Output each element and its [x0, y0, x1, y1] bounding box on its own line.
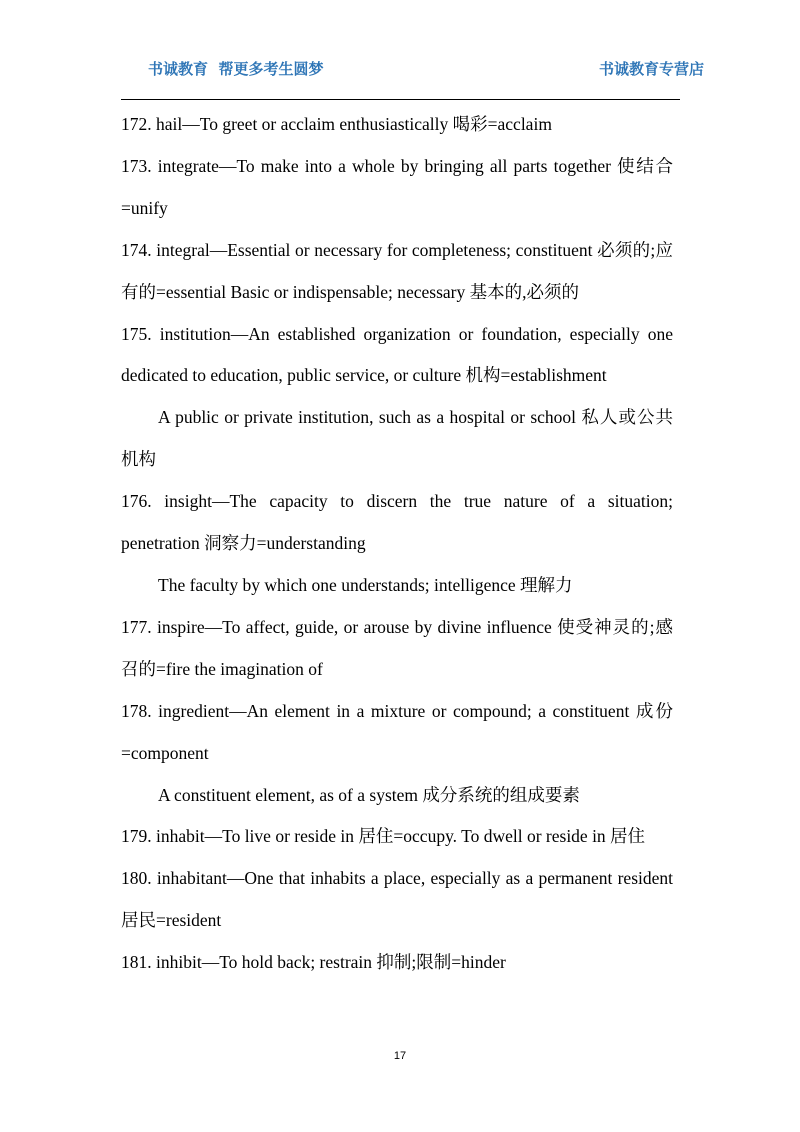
entry-176-sense: The faculty by which one understands; intelligence 理解力 — [158, 574, 573, 595]
page-number: 17 — [393, 1050, 407, 1062]
entry-179: 179. inhabit—To live or reside in 居住=occupy. To dwell or reside in 居住 — [121, 826, 646, 847]
header-divider — [121, 99, 680, 100]
header-right-text: 书诚教育专营店 — [598, 60, 704, 78]
entry-176: 176. insight—The capacity to discern the true nature of a situation; penetration 洞察力=understanding — [121, 491, 673, 554]
header-left-text: 书诚教育 帮更多考生圆梦 — [148, 60, 324, 78]
entry-178-sense: A constituent element, as of a system 成分系统的组成要素 — [158, 784, 580, 805]
entry-172: 172. hail—To greet or acclaim enthusiastically 喝彩=acclaim — [121, 114, 552, 134]
entry-177: 177. inspire—To affect, guide, or arouse by divine influence 使受神灵的;感召的=fire the imagination of — [121, 616, 673, 679]
entry-173: 173. integrate—To make into a whole by bringing all parts together 使结合=unify — [121, 155, 673, 218]
entry-178: 178. ingredient—An element in a mixture or compound; a constituent 成份=component — [121, 700, 673, 763]
entry-181: 181. inhibit—To hold back; restrain 抑制;限制=hinder — [121, 952, 506, 973]
entry-175: 175. institution—An established organization or foundation, especially one dedicated to education, public service, or culture 机构=establishment — [121, 323, 673, 386]
entry-175-sense: A public or private institution, such as a hospital or school 私人或公共机构 — [121, 407, 673, 470]
entry-180: 180. inhabitant—One that inhabits a place, especially as a permanent resident 居民=resident — [121, 868, 673, 931]
entry-174: 174. integral—Essential or necessary for completeness; constituent 必须的;应有的=essential Basic or indispensable; necessary 基本的,必须的 — [121, 239, 673, 302]
page-header — [148, 58, 704, 80]
vocabulary-content — [121, 104, 673, 984]
